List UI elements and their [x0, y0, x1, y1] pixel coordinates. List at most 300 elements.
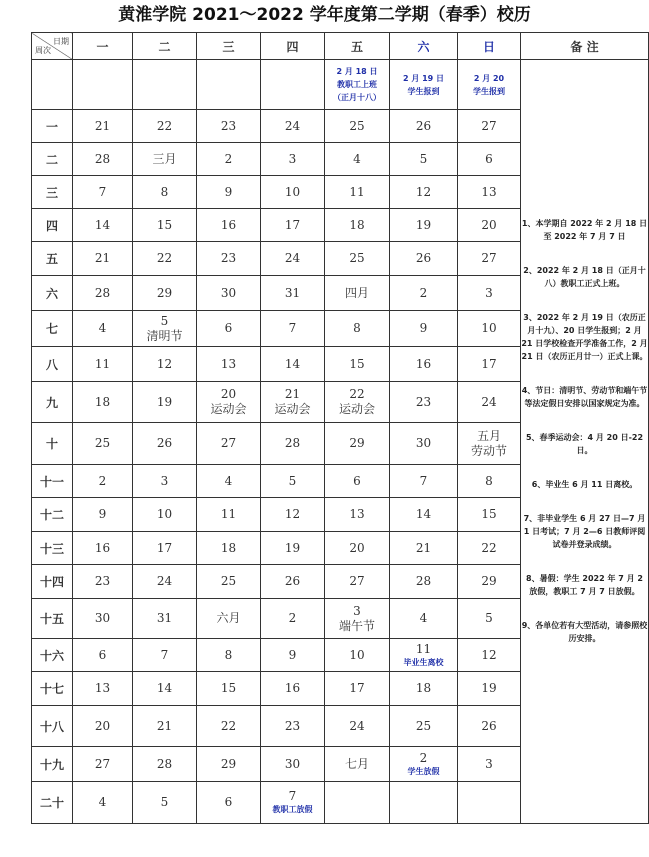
day-number: 25 [220, 574, 237, 588]
week-label: 十七 [32, 672, 73, 706]
day-number: 23 [220, 251, 237, 265]
week-label: 一 [32, 110, 73, 143]
day-number: 14 [415, 507, 432, 521]
day-cell [325, 498, 390, 532]
day-cell [73, 706, 133, 747]
day-number: 13 [481, 184, 497, 199]
day-cell [325, 532, 390, 565]
day-number: 24 [481, 394, 497, 409]
day-cell [197, 747, 261, 782]
day-cell [325, 747, 390, 782]
day-cell [73, 782, 133, 824]
day-cell [458, 565, 521, 599]
pre-week-fri [325, 60, 390, 110]
day-cell [390, 143, 458, 176]
day-cell [133, 465, 197, 498]
day-number: 31 [156, 611, 173, 625]
day-cell [325, 382, 390, 423]
day-cell [133, 639, 197, 672]
pre-week-note: 教职工上班 [337, 80, 377, 89]
day-cell [390, 706, 458, 747]
day-number: 18 [94, 394, 111, 409]
day-cell [325, 242, 390, 276]
day-cell [133, 599, 197, 639]
remark-item: 3、2022 年 2 月 19 日（农历正月十九）、20 日学生报到；2 月 21 日学校检查开学准备工作，2 月 21 日（农历正月廿一）正式上课。 [521, 313, 648, 361]
day-number: 20 [481, 217, 497, 232]
day-cell [73, 276, 133, 311]
day-cell [197, 706, 261, 747]
day-number: 18 [220, 540, 237, 555]
day-number: 9 [224, 184, 233, 199]
day-cell [73, 465, 133, 498]
day-number: 24 [284, 251, 301, 265]
day-header-fri: 五 [325, 33, 390, 60]
day-number: 7 [288, 789, 297, 803]
day-cell [73, 639, 133, 672]
day-cell [197, 532, 261, 565]
day-cell [73, 347, 133, 382]
day-number: 30 [284, 756, 301, 771]
day-cell [458, 599, 521, 639]
week-label: 十六 [32, 639, 73, 672]
day-number: 15 [349, 356, 365, 371]
day-cell [390, 347, 458, 382]
day-number: 28 [156, 756, 173, 771]
day-number: 31 [284, 285, 301, 300]
day-cell [261, 209, 325, 242]
week-label: 十二 [32, 498, 73, 532]
day-number: 22 [156, 118, 173, 133]
day-number: 2 [288, 611, 297, 625]
day-number: 六月 [216, 611, 241, 625]
day-number: 27 [220, 436, 237, 450]
day-cell [133, 311, 197, 347]
day-number: 23 [415, 394, 432, 409]
day-cell [261, 465, 325, 498]
pre-week-cell [197, 60, 261, 110]
day-cell [73, 672, 133, 706]
day-number: 26 [481, 718, 497, 733]
pre-week-note: 2 月 18 日 [336, 67, 378, 76]
day-number: 18 [415, 681, 432, 695]
day-cell [197, 176, 261, 209]
day-number: 29 [220, 756, 237, 771]
pre-week-label [32, 60, 73, 110]
day-number: 12 [284, 507, 301, 521]
day-cell [325, 706, 390, 747]
day-number: 12 [156, 356, 173, 371]
day-number: 26 [415, 118, 432, 133]
day-number: 21 [156, 718, 173, 733]
day-number: 16 [94, 540, 111, 555]
day-cell [197, 465, 261, 498]
day-cell [197, 276, 261, 311]
remark-item: 6、毕业生 6 月 11 日离校。 [531, 480, 638, 489]
day-number: 7 [160, 647, 169, 662]
week-label: 二 [32, 143, 73, 176]
day-number: 22 [220, 718, 237, 733]
day-number: 7 [288, 321, 297, 335]
day-cell [458, 747, 521, 782]
day-number: 6 [98, 647, 107, 662]
day-cell [133, 565, 197, 599]
week-label: 十九 [32, 747, 73, 782]
day-cell [73, 176, 133, 209]
pre-week-note: 学生报到 [407, 86, 440, 96]
day-number: 30 [415, 436, 432, 450]
day-cell [261, 242, 325, 276]
header-row [32, 33, 649, 60]
day-number: 25 [349, 251, 365, 265]
day-number: 14 [94, 217, 111, 232]
day-number: 20 [220, 387, 237, 401]
day-cell [261, 599, 325, 639]
day-number: 3 [160, 473, 169, 488]
day-number: 9 [98, 507, 107, 521]
day-number: 17 [481, 356, 497, 371]
day-number: 18 [349, 217, 365, 232]
day-cell [458, 532, 521, 565]
day-cell [390, 532, 458, 565]
day-number: 20 [349, 540, 365, 555]
day-cell [261, 311, 325, 347]
day-number: 24 [284, 118, 301, 133]
day-cell [458, 672, 521, 706]
day-number: 3 [485, 756, 493, 771]
holiday-label: 劳动节 [470, 443, 507, 458]
day-cell [73, 599, 133, 639]
day-number: 19 [284, 540, 301, 555]
day-number: 5 [485, 611, 493, 625]
day-cell [73, 565, 133, 599]
day-number: 五月 [476, 428, 501, 443]
day-number: 16 [284, 681, 301, 695]
day-number: 29 [481, 574, 497, 588]
day-cell [73, 209, 133, 242]
day-number: 15 [220, 681, 237, 695]
week-label: 二十 [32, 782, 73, 824]
day-number: 11 [94, 356, 111, 371]
remark-item: 7、非毕业学生 6 月 27 日—7 月 1 日考试；7 月 2—6 日教师评阅试卷并登录成绩。 [523, 514, 646, 549]
holiday-label: 清明节 [146, 328, 183, 343]
week-label: 十一 [32, 465, 73, 498]
day-cell [197, 565, 261, 599]
day-cell [325, 311, 390, 347]
day-number: 19 [415, 217, 432, 232]
day-number: 11 [349, 184, 365, 199]
day-cell [197, 242, 261, 276]
day-cell [325, 782, 390, 824]
day-number: 8 [224, 647, 233, 662]
day-cell [458, 782, 521, 824]
day-number: 4 [419, 611, 428, 625]
day-number: 七月 [344, 756, 369, 771]
day-cell [458, 706, 521, 747]
day-cell [197, 599, 261, 639]
remark-item: 2、2022 年 2 月 18 日（正月十八）教职工正式上班。 [523, 266, 646, 288]
day-number: 23 [284, 718, 301, 733]
week-label: 六 [32, 276, 73, 311]
day-number: 12 [415, 184, 432, 199]
day-number: 10 [349, 647, 365, 662]
day-cell [390, 672, 458, 706]
week-label: 九 [32, 382, 73, 423]
day-cell [390, 242, 458, 276]
day-number: 30 [94, 611, 111, 625]
day-cell [261, 782, 325, 824]
day-cell [261, 276, 325, 311]
day-cell [73, 311, 133, 347]
day-cell [390, 176, 458, 209]
day-cell [133, 242, 197, 276]
day-number: 3 [288, 151, 297, 166]
day-number: 19 [156, 394, 173, 409]
week-label: 七 [32, 311, 73, 347]
holiday-label: 运动会 [210, 402, 247, 416]
pre-week-cell [261, 60, 325, 110]
day-cell [390, 311, 458, 347]
week-label: 十八 [32, 706, 73, 747]
day-cell [325, 599, 390, 639]
event-note: 教职工放假 [272, 805, 313, 814]
day-cell [261, 747, 325, 782]
event-note: 毕业生离校 [403, 657, 444, 667]
day-number: 12 [481, 647, 497, 662]
day-cell [390, 599, 458, 639]
day-number: 2 [419, 285, 428, 300]
day-cell [390, 747, 458, 782]
week-label: 十四 [32, 565, 73, 599]
day-number: 23 [94, 574, 111, 588]
pre-week-cell [73, 60, 133, 110]
holiday-label: 端午节 [338, 618, 375, 633]
day-cell [73, 382, 133, 423]
day-number: 30 [220, 285, 237, 300]
day-number: 8 [353, 321, 361, 335]
day-cell [325, 465, 390, 498]
day-cell [458, 465, 521, 498]
day-number: 24 [156, 574, 173, 588]
day-cell [197, 672, 261, 706]
day-cell [390, 382, 458, 423]
day-cell [325, 110, 390, 143]
day-number: 17 [349, 681, 365, 695]
day-number: 8 [485, 473, 493, 488]
day-cell [133, 782, 197, 824]
remark-item: 8、暑假：学生 2022 年 7 月 2 放假，教职工 7 月 7 日放假。 [526, 574, 643, 596]
day-number: 24 [349, 718, 365, 733]
day-cell [261, 639, 325, 672]
day-number: 14 [156, 681, 173, 695]
day-cell [390, 565, 458, 599]
day-cell [133, 382, 197, 423]
day-cell [133, 276, 197, 311]
day-number: 4 [224, 473, 233, 488]
day-cell [73, 242, 133, 276]
day-number: 14 [284, 356, 301, 371]
corner-cell [32, 33, 73, 60]
day-cell [133, 209, 197, 242]
day-number: 15 [481, 507, 497, 521]
day-cell [261, 347, 325, 382]
week-axis-label: 周次 [35, 46, 51, 55]
day-cell [197, 639, 261, 672]
day-cell [390, 276, 458, 311]
day-header-thu: 四 [261, 33, 325, 60]
day-number: 28 [415, 574, 432, 588]
remark-item: 9、各单位若有大型活动，请参照校历安排。 [521, 621, 648, 643]
day-cell [390, 639, 458, 672]
day-cell [133, 532, 197, 565]
day-cell [133, 498, 197, 532]
day-cell [197, 423, 261, 465]
day-cell [325, 672, 390, 706]
pre-week-note: 2 月 19 日 [402, 73, 445, 83]
day-number: 5 [160, 795, 169, 809]
day-cell [73, 110, 133, 143]
day-cell [73, 498, 133, 532]
day-number: 19 [481, 681, 497, 695]
day-cell [325, 423, 390, 465]
day-number: 三月 [152, 151, 177, 166]
day-cell [261, 672, 325, 706]
week-label: 十 [32, 423, 73, 465]
day-cell [197, 110, 261, 143]
day-cell [133, 143, 197, 176]
day-number: 25 [415, 718, 432, 733]
day-number: 8 [160, 184, 169, 199]
day-number: 27 [481, 251, 497, 265]
week-label: 五 [32, 242, 73, 276]
day-cell [133, 347, 197, 382]
day-cell [197, 347, 261, 382]
day-cell [73, 423, 133, 465]
day-number: 7 [419, 473, 428, 488]
day-cell [458, 498, 521, 532]
day-cell [458, 143, 521, 176]
remark-item: 5、春季运动会：4 月 20 日-22 日。 [525, 433, 644, 455]
day-number: 17 [284, 217, 301, 232]
day-cell [325, 565, 390, 599]
day-number: 11 [220, 507, 237, 521]
day-number: 27 [481, 118, 497, 133]
pre-week-note: 学生报到 [473, 86, 505, 96]
day-cell [261, 143, 325, 176]
week-label: 十三 [32, 532, 73, 565]
day-number: 6 [353, 473, 361, 488]
day-number: 5 [160, 313, 169, 328]
day-cell [197, 782, 261, 824]
day-cell [458, 639, 521, 672]
day-cell [458, 110, 521, 143]
holiday-label: 运动会 [338, 402, 375, 416]
day-cell [390, 209, 458, 242]
day-cell [197, 382, 261, 423]
day-cell [390, 110, 458, 143]
day-number: 4 [98, 321, 107, 335]
day-cell [390, 498, 458, 532]
day-cell [325, 276, 390, 311]
day-number: 20 [94, 718, 111, 733]
pre-week-cell [133, 60, 197, 110]
day-number: 10 [284, 184, 301, 199]
day-number: 3 [353, 603, 361, 618]
week-label: 十五 [32, 599, 73, 639]
day-cell [261, 706, 325, 747]
day-header-tue: 二 [133, 33, 197, 60]
day-number: 25 [349, 118, 365, 133]
day-number: 26 [415, 251, 432, 265]
day-cell [325, 639, 390, 672]
day-number: 9 [419, 321, 428, 335]
day-cell [390, 782, 458, 824]
day-number: 7 [98, 184, 107, 199]
day-cell [133, 110, 197, 143]
event-note: 学生放假 [407, 766, 440, 776]
day-number: 16 [220, 217, 237, 232]
day-cell [133, 706, 197, 747]
day-number: 2 [98, 473, 107, 488]
day-cell [261, 565, 325, 599]
day-cell [325, 209, 390, 242]
day-number: 2 [224, 151, 233, 166]
day-cell [458, 311, 521, 347]
day-axis-label: 日期 [53, 37, 69, 46]
day-cell [133, 423, 197, 465]
day-header-mon: 一 [73, 33, 133, 60]
day-cell [261, 498, 325, 532]
day-cell [325, 143, 390, 176]
day-number: 21 [94, 251, 111, 265]
day-cell [197, 498, 261, 532]
day-cell [325, 347, 390, 382]
day-cell [458, 176, 521, 209]
day-number: 4 [98, 795, 107, 809]
day-cell [458, 347, 521, 382]
day-number: 15 [156, 217, 173, 232]
day-number: 四月 [344, 285, 369, 300]
week-label: 四 [32, 209, 73, 242]
day-header-sun: 日 [458, 33, 521, 60]
day-number: 21 [284, 387, 301, 401]
day-number: 26 [156, 436, 173, 450]
day-cell [458, 423, 521, 465]
day-number: 4 [353, 151, 361, 166]
day-number: 21 [415, 540, 432, 555]
day-cell [458, 209, 521, 242]
day-cell [325, 176, 390, 209]
pre-week-note: 2 月 20 [473, 73, 505, 83]
day-number: 2 [419, 750, 428, 765]
day-cell [197, 143, 261, 176]
day-number: 9 [288, 647, 297, 662]
day-cell [261, 110, 325, 143]
holiday-label: 运动会 [274, 402, 311, 416]
day-number: 22 [481, 540, 497, 555]
day-number: 26 [284, 574, 301, 588]
day-number: 5 [288, 473, 297, 488]
day-cell [261, 532, 325, 565]
calendar-table [31, 32, 649, 824]
day-number: 6 [485, 151, 493, 166]
day-cell [261, 382, 325, 423]
day-cell [133, 672, 197, 706]
day-number: 25 [94, 436, 111, 450]
day-number: 6 [224, 795, 233, 809]
notes-header: 备 注 [521, 33, 649, 60]
calendar-title: 黄淮学院 2021～2022 学年度第二学期（春季）校历 [118, 5, 531, 25]
pre-week-row [32, 60, 649, 110]
